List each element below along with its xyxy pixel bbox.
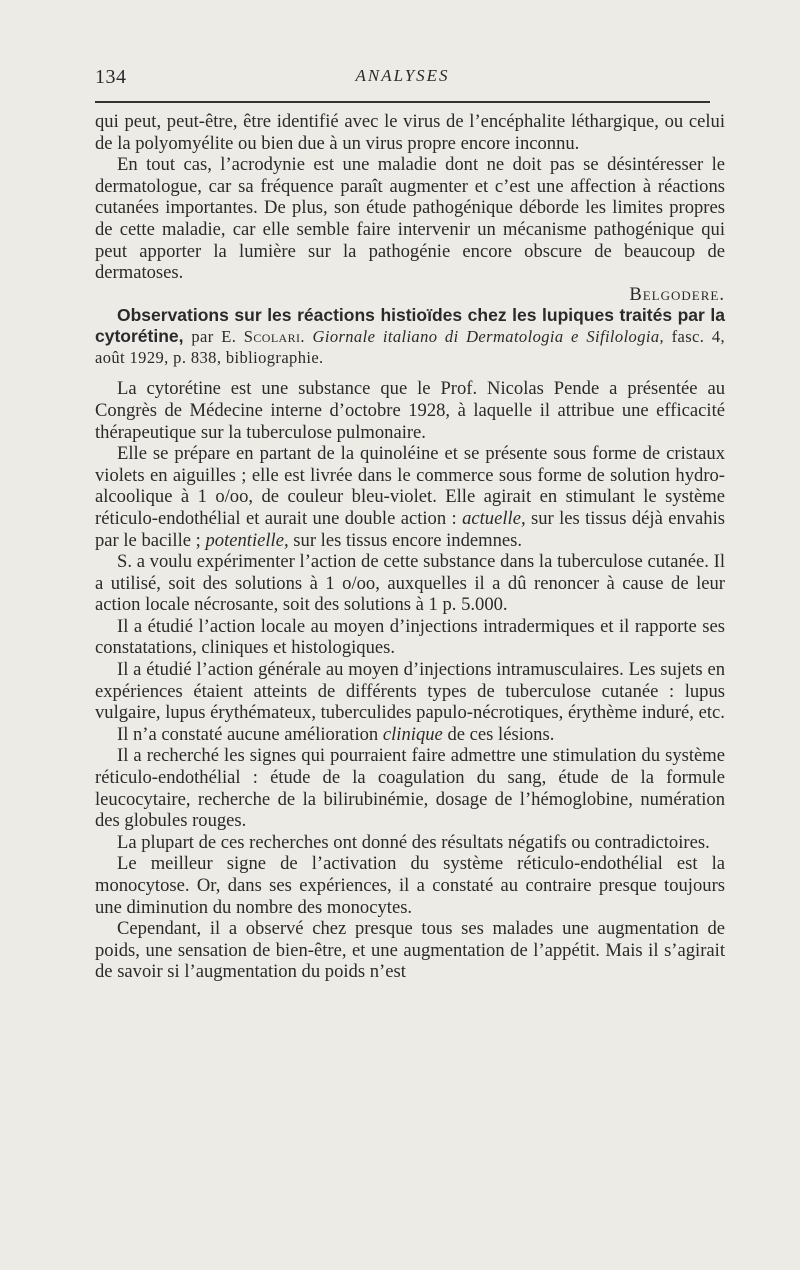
body-paragraph <box>95 443 725 551</box>
page-body <box>95 111 725 983</box>
body-paragraph: La cytorétine est une substance que le Prof. Nicolas Pende a présentée au Congrès de Médecine interne d’octobre 1928, à laquelle il attribue une efficacité thérapeutique sur la tuberculose pulmonaire. <box>95 378 725 443</box>
intro-paragraph: En tout cas, l’acrodynie est une maladie dont ne doit pas se désintéresser le dermatologue, car sa fréquence paraît augmenter et c’est une affection à réactions cutanées importantes. De plus, son étude pathogénique déborde les limites propres de cette maladie, car elle semble faire intervenir un mécanisme pathogénique qui peut apporter la lumière sur la pathogénie encore obscure de beaucoup de dermatoses. <box>95 154 725 284</box>
italic-term: clinique <box>382 723 443 745</box>
body-paragraph: Il a étudié l’action générale au moyen d’injections intramusculaires. Les sujets en expériences étaient atteints de différents types de tuberculose cutanée : lupus vulgaire, lupus érythémateux, tuberculides papulo-nécrotiques, érythème induré, etc. <box>95 659 725 724</box>
body-paragraph: Il a étudié l’action locale au moyen d’injections intradermiques et il rapporte ses constatations, cliniques et histologiques. <box>95 615 725 659</box>
body-paragraph: S. a voulu expérimenter l’action de cette substance dans la tuberculose cutanée. Il a utilisé, soit des solutions à 1 o/oo, auxquelles il a dû renoncer à cause de leur action locale nécrosante, soit des solutions à 1 p. 5.000. <box>95 551 725 616</box>
body-paragraph: Le meilleur signe de l’activation du système réticulo-endothélial est la monocytose. Or, dans ses expériences, il a constaté au contraire presque toujours une diminution du nombre des monocytes. <box>95 853 725 918</box>
intro-paragraph: qui peut, peut-être, être identifié avec le virus de l’encéphalite léthargique, ou celui de la polyomyélite ou bien due à un virus propre encore inconnu. <box>95 111 725 154</box>
article-heading <box>95 305 725 368</box>
text-run: de ces lésions. <box>447 723 555 745</box>
body-paragraph <box>95 724 725 746</box>
article-author: Scolari. <box>243 327 305 347</box>
article-by: par E. <box>191 327 237 347</box>
running-title: ANALYSES <box>355 66 450 85</box>
body-paragraph: Il a recherché les signes qui pourraient faire admettre une stimulation du système réticulo-endothélial : étude de la coagulation du sang, étude de la formule leucocytaire, recherche de la bilirubinémie, dosage de l’hémoglobine, numération des globules rouges. <box>95 745 725 832</box>
text-run: sur les tissus encore indemnes. <box>293 529 523 551</box>
text-run: sur les tissus déjà envahis par le bacille ; <box>95 507 726 551</box>
page-header <box>95 66 710 96</box>
article-title: Observations sur les réactions histioïdes chez les lupiques traités par la cytorétine, <box>95 305 725 347</box>
text-run: Il n’a constaté aucune amélioration <box>117 723 379 745</box>
italic-term: potentielle, <box>205 529 289 551</box>
header-rule <box>95 101 710 103</box>
page-number: 134 <box>95 66 127 88</box>
italic-term: actuelle, <box>462 507 526 529</box>
review-signature: Belgodere. <box>629 283 725 305</box>
body-paragraph: La plupart de ces recherches ont donné des résultats négatifs ou contradictoires. <box>117 831 710 853</box>
article-details: fasc. 4, août 1929, p. 838, bibliographie. <box>95 327 725 368</box>
body-paragraph: Cependant, il a observé chez presque tous ses malades une augmentation de poids, une sensation de bien-être, et une augmentation de l’appétit. Mais il s’agirait de savoir si l’augmentation du poids n’est <box>95 918 725 983</box>
text-run: Elle se prépare en partant de la quinoléine et se présente sous forme de cristaux violets en aiguilles ; elle est livrée dans le commerce sous forme de solution hydro-alcoolique à 1 o/oo, de couleur bleu-violet. Elle agirait en stimulant le système réticulo-endothélial et aurait une double action : <box>95 443 725 529</box>
article-journal: Giornale italiano di Dermatologia e Sifilologia, <box>312 327 665 347</box>
